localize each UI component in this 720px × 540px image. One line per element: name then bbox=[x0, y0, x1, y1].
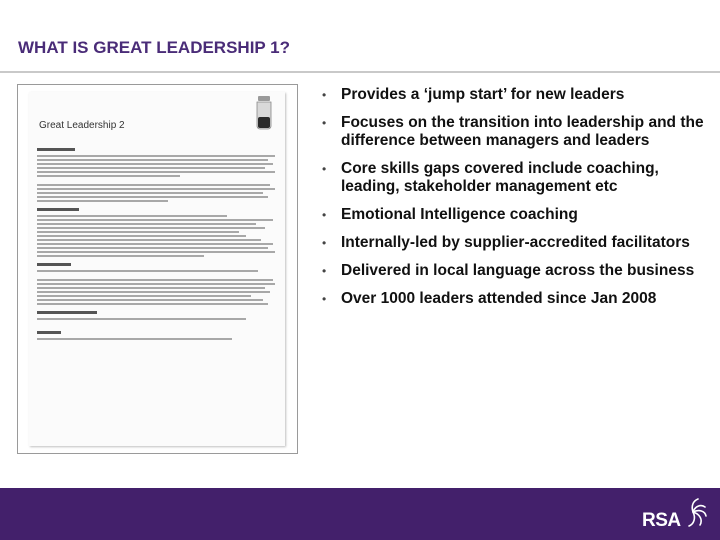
bullet-text: Focuses on the transition into leadership and the difference between managers and leaders bbox=[341, 114, 704, 149]
bullet-dot-icon: • bbox=[322, 116, 327, 130]
document-text-block bbox=[37, 142, 275, 342]
document-heading: Great Leadership 2 bbox=[39, 120, 125, 131]
logo-text: RSA bbox=[642, 510, 681, 531]
bullet-item bbox=[322, 114, 712, 150]
bullet-dot-icon: • bbox=[322, 292, 327, 306]
bullet-item bbox=[322, 86, 712, 104]
swirl-logo-icon bbox=[678, 498, 708, 528]
bullet-item bbox=[322, 290, 712, 308]
title-divider bbox=[0, 71, 720, 73]
document-thumbnail bbox=[17, 84, 298, 454]
rsa-logo bbox=[640, 498, 712, 534]
footer-band bbox=[0, 488, 720, 540]
bullet-text: Delivered in local language across the business bbox=[341, 262, 695, 279]
bullet-item bbox=[322, 206, 712, 224]
bullet-text: Internally-led by supplier-accredited facilitators bbox=[341, 234, 690, 251]
bullet-dot-icon: • bbox=[322, 162, 327, 176]
bullet-text: Emotional Intelligence coaching bbox=[341, 206, 578, 223]
bullet-item bbox=[322, 262, 712, 280]
bullet-dot-icon: • bbox=[322, 88, 327, 102]
bullet-item bbox=[322, 234, 712, 252]
bullet-list bbox=[322, 86, 712, 318]
jar-icon bbox=[254, 95, 274, 131]
slide-title: WHAT IS GREAT LEADERSHIP 1? bbox=[18, 38, 291, 57]
bullet-dot-icon: • bbox=[322, 208, 327, 222]
bullet-text: Provides a ‘jump start’ for new leaders bbox=[341, 86, 625, 103]
bullet-text: Over 1000 leaders attended since Jan 2008 bbox=[341, 290, 657, 307]
bullet-dot-icon: • bbox=[322, 264, 327, 278]
document-page bbox=[29, 92, 285, 446]
bullet-item bbox=[322, 160, 712, 196]
bullet-text: Core skills gaps covered include coaching, leading, stakeholder management etc bbox=[341, 160, 659, 195]
bullet-dot-icon: • bbox=[322, 236, 327, 250]
